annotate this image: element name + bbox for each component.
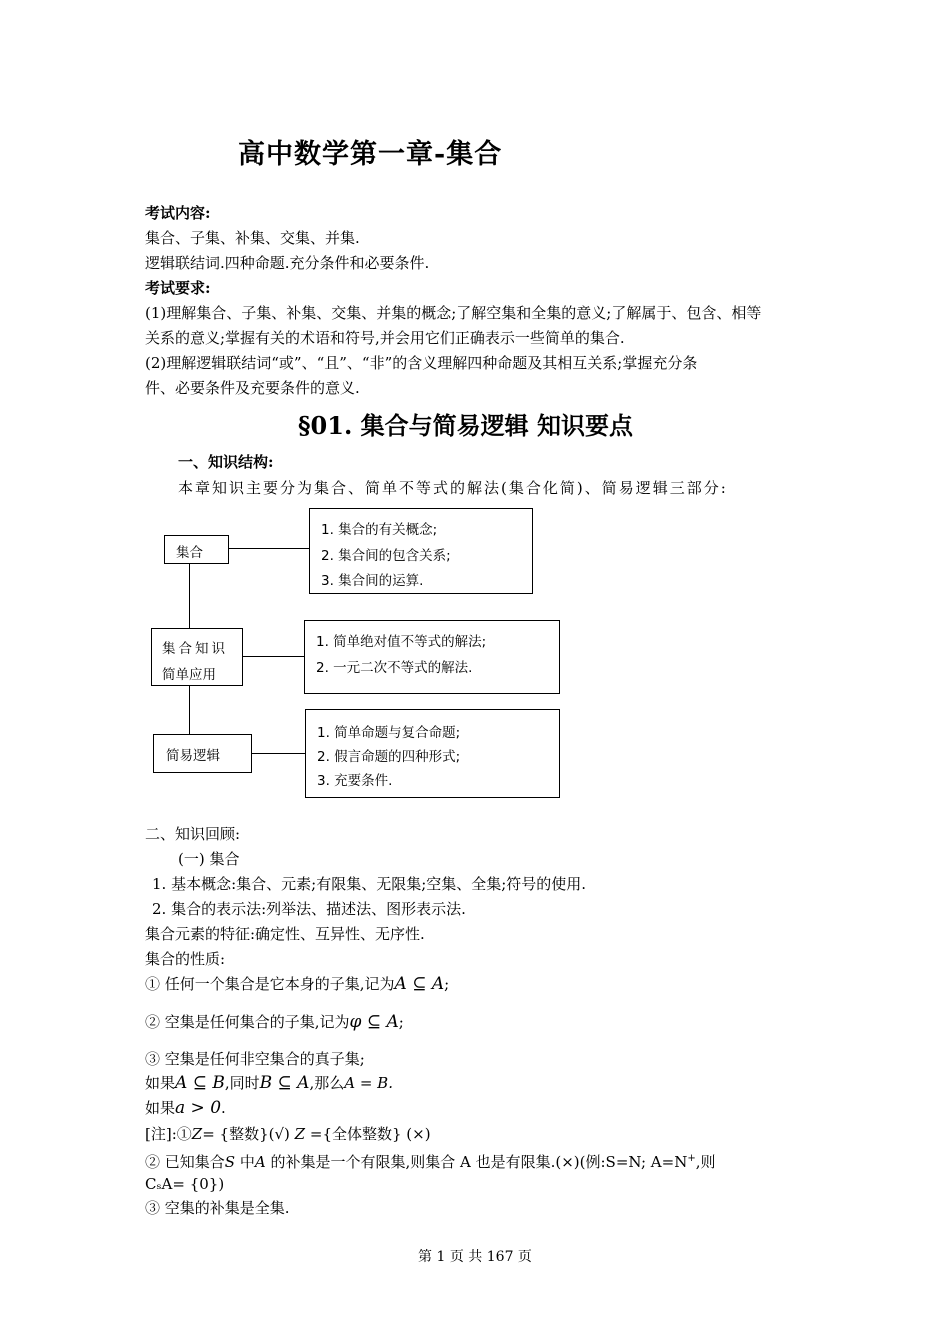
exam-req-line: 件、必要条件及充要条件的意义. bbox=[145, 379, 360, 397]
property-3: ③ 空集是任何非空集合的真子集; bbox=[145, 1050, 365, 1068]
exam-req-line: (2)理解逻辑联结词“或”、“且”、“非”的含义理解四种命题及其相互关系;掌握充分条 bbox=[145, 354, 698, 372]
review-heading: 二、知识回顾: bbox=[145, 825, 241, 843]
note-1: [注]:①Z= {整数}(√) Z ={全体整数} (×) bbox=[145, 1125, 431, 1143]
property-2: ② 空集是任何集合的子集,记为φ ⊆ A; bbox=[145, 1012, 404, 1032]
node-center-line2: 简单应用 bbox=[162, 667, 216, 683]
box-item: 1. 集合的有关概念; bbox=[321, 522, 438, 538]
box-item: 1. 简单绝对值不等式的解法; bbox=[316, 634, 487, 650]
node-logic-label: 简易逻辑 bbox=[166, 748, 220, 764]
node-center-line1: 集合知识 bbox=[162, 641, 228, 657]
math-expression: B ⊆ A bbox=[259, 1073, 310, 1093]
node-set bbox=[164, 535, 229, 564]
box-item: 3. 集合间的运算. bbox=[321, 573, 424, 589]
set-features: 集合元素的特征:确定性、互异性、无序性. bbox=[145, 925, 425, 943]
math-expression: A ⊆ A bbox=[394, 974, 445, 994]
note-2: ② 已知集合S 中A 的补集是一个有限集,则集合 A 也是有限集.(×)(例:S=N; A=N+,则 bbox=[145, 1153, 716, 1171]
structure-heading: 一、知识结构: bbox=[178, 453, 274, 471]
connector-line bbox=[189, 564, 190, 632]
connector-line bbox=[252, 753, 305, 754]
exam-req-line: 关系的意义;掌握有关的术语和符号,并会用它们正确表示一些简单的集合. bbox=[145, 329, 625, 347]
node-logic bbox=[153, 734, 252, 773]
box-set-topics bbox=[309, 508, 533, 594]
math-expression: a > 0 bbox=[175, 1098, 222, 1118]
box-item: 2. 假言命题的四种形式; bbox=[317, 749, 461, 765]
structure-intro: 本章知识主要分为集合、简单不等式的解法(集合化简)、简易逻辑三部分: bbox=[178, 479, 728, 497]
exam-content-line: 逻辑联结词.四种命题.充分条件和必要条件. bbox=[145, 254, 430, 272]
property-4: 如果A ⊆ B,同时B ⊆ A,那么A = B. bbox=[145, 1073, 393, 1093]
node-set-label: 集合 bbox=[176, 545, 203, 561]
connector-line bbox=[189, 686, 190, 734]
connector-line bbox=[229, 548, 309, 549]
exam-req-heading: 考试要求: bbox=[145, 279, 211, 297]
box-item: 2. 集合间的包含关系; bbox=[321, 548, 451, 564]
box-item: 2. 一元二次不等式的解法. bbox=[316, 660, 473, 676]
exam-req-line: (1)理解集合、子集、补集、交集、并集的概念;了解空集和全集的意义;了解属于、包含、相等 bbox=[145, 304, 762, 322]
section-title: §01. 集合与简易逻辑 知识要点 bbox=[298, 411, 634, 440]
math-expression: A ⊆ B bbox=[175, 1073, 225, 1093]
properties-heading: 集合的性质: bbox=[145, 950, 226, 968]
note-3: ③ 空集的补集是全集. bbox=[145, 1199, 290, 1217]
review-item: 2. 集合的表示法:列举法、描述法、图形表示法. bbox=[152, 900, 466, 918]
node-center bbox=[151, 628, 243, 686]
page-footer: 第 1 页 共 167 页 bbox=[418, 1249, 532, 1265]
box-item: 3. 充要条件. bbox=[317, 773, 393, 789]
property-5: 如果a > 0. bbox=[145, 1098, 226, 1118]
review-sub-heading: (一) 集合 bbox=[178, 850, 240, 868]
exam-content-heading: 考试内容: bbox=[145, 204, 211, 222]
property-1: ① 任何一个集合是它本身的子集,记为A ⊆ A; bbox=[145, 974, 450, 994]
box-item: 1. 简单命题与复合命题; bbox=[317, 725, 461, 741]
box-logic-topics bbox=[305, 709, 560, 798]
box-inequality-topics bbox=[304, 620, 560, 694]
page-title: 高中数学第一章-集合 bbox=[238, 139, 503, 170]
review-item: 1. 基本概念:集合、元素;有限集、无限集;空集、全集;符号的使用. bbox=[152, 875, 587, 893]
note-2-continued: CₛA= {0}) bbox=[145, 1175, 225, 1193]
math-expression: φ ⊆ A bbox=[349, 1012, 399, 1032]
exam-content-line: 集合、子集、补集、交集、并集. bbox=[145, 229, 360, 247]
connector-line bbox=[243, 656, 304, 657]
